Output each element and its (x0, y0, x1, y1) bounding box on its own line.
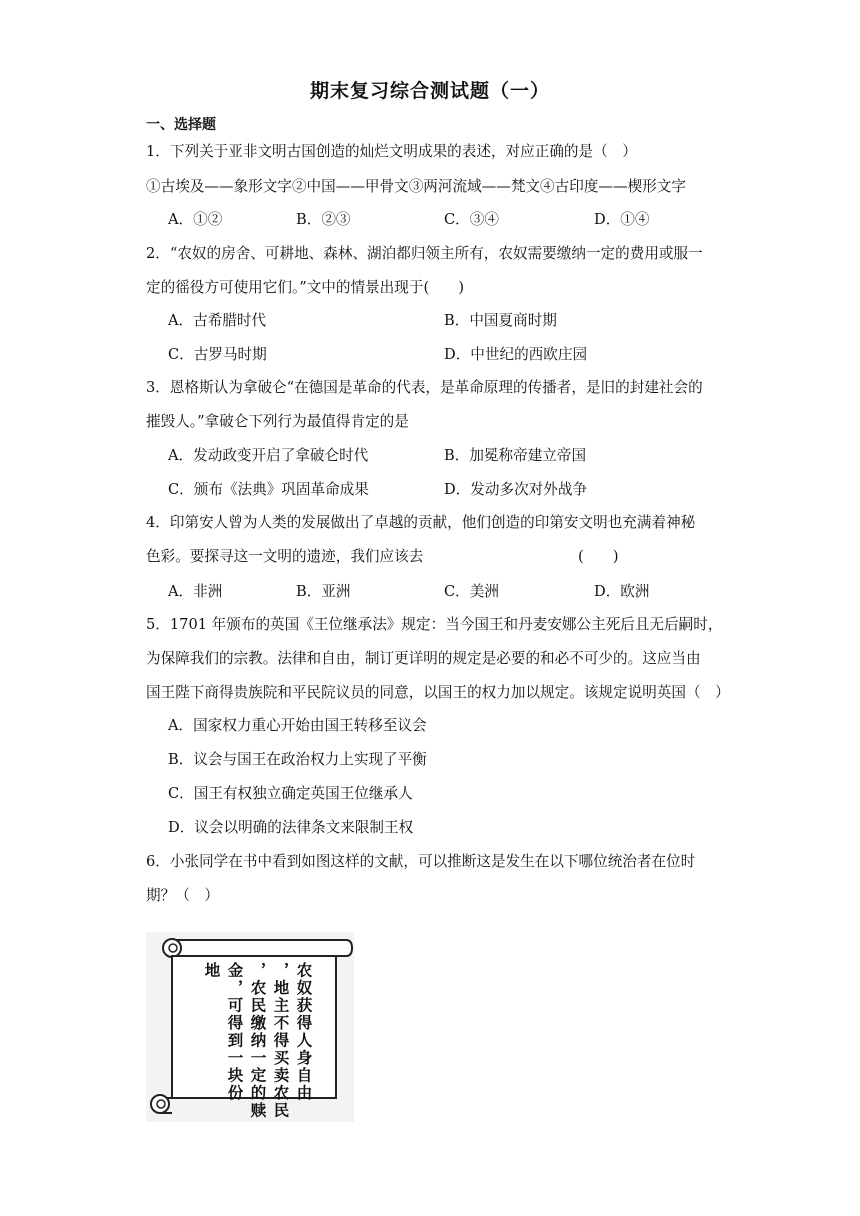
page-title: 期末复习综合测试题（一） (309, 80, 550, 102)
q4-option-d[interactable]: D．欧洲 (594, 583, 650, 600)
scroll-document-figure (146, 932, 354, 1122)
q2-option-a[interactable]: A．古希腊时代 (168, 312, 267, 329)
q3-option-a[interactable]: A．发动政变开启了拿破仑时代 (168, 447, 369, 464)
q1-items: ①古埃及——象形文字②中国——甲骨文③两河流域——梵文④古印度——楔形文字 (146, 178, 686, 195)
scroll-text-column-3: ，农民缴纳一定的赎 (248, 962, 268, 1120)
q5-option-c[interactable]: C．国王有权独立确定英国王位继承人 (168, 785, 413, 802)
q1-stem: 1．下列关于亚非文明古国创造的灿烂文明成果的表述，对应正确的是（ ） (146, 143, 637, 160)
q1-option-a[interactable]: A．①② (168, 211, 223, 228)
q2-stem-line1: 2．“农奴的房舍、可耕地、森林、湖泊都归领主所有，农奴需要缴纳一定的费用或服一 (146, 245, 703, 262)
scroll-text-column-2: ，地主不得买卖农民 (271, 962, 291, 1120)
q1-option-c[interactable]: C．③④ (444, 211, 499, 228)
scroll-text-column-4: 金，可得到一块份 (225, 962, 245, 1102)
q3-option-b[interactable]: B．加冕称帝建立帝国 (444, 447, 587, 464)
section-heading: 一、选择题 (146, 117, 216, 133)
q3-stem-line1: 3．恩格斯认为拿破仑“在德国是革命的代表，是革命原理的传播者，是旧的封建社会的 (146, 379, 703, 396)
q5-stem-line2: 为保障我们的宗教。法律和自由，制订更详明的规定是必要的和必不可少的。这应当由 (146, 650, 701, 667)
q3-option-c[interactable]: C．颁布《法典》巩固革命成果 (168, 481, 369, 498)
q2-option-c[interactable]: C．古罗马时期 (168, 346, 267, 363)
q2-option-d[interactable]: D．中世纪的西欧庄园 (444, 346, 588, 363)
q4-answer-paren: ( ) (578, 548, 619, 565)
q4-option-b[interactable]: B．亚洲 (296, 583, 351, 600)
q5-option-a[interactable]: A．国家权力重心开始由国王转移至议会 (168, 717, 427, 734)
q4-option-a[interactable]: A．非洲 (168, 583, 223, 600)
q6-stem-line2: 期？（ ） (146, 887, 219, 904)
scroll-text-column-1: 农奴获得人身自由 (294, 962, 314, 1102)
q6-stem-line1: 6．小张同学在书中看到如图这样的文献，可以推断这是发生在以下哪位统治者在位时 (146, 853, 696, 870)
q2-stem-line2: 定的徭役方可使用它们。”文中的情景出现于( ) (146, 279, 465, 296)
q4-stem-line1: 4．印第安人曾为人类的发展做出了卓越的贡献，他们创造的印第安文明也充满着神秘 (146, 514, 696, 531)
q5-stem-line1: 5．1701 年颁布的英国《王位继承法》规定：当今国王和丹麦安娜公主死后且无后嗣时， (146, 616, 723, 633)
q1-option-d[interactable]: D．①④ (594, 211, 650, 228)
q5-option-b[interactable]: B．议会与国王在政治权力上实现了平衡 (168, 751, 427, 768)
q3-stem-line2: 摧毁人。”拿破仑下列行为最值得肯定的是 (146, 413, 409, 430)
q4-stem-line2: 色彩。要探寻这一文明的遗迹，我们应该去 (146, 548, 424, 565)
q2-option-b[interactable]: B．中国夏商时期 (444, 312, 557, 329)
q5-stem-line3: 国王陛下商得贵族院和平民院议员的同意，以国王的权力加以规定。该规定说明英国（ ） (146, 684, 730, 701)
q5-option-d[interactable]: D．议会以明确的法律条文来限制王权 (168, 819, 414, 836)
q3-option-d[interactable]: D．发动多次对外战争 (444, 481, 588, 498)
scroll-text-column-5: 地 (202, 962, 222, 980)
q1-option-b[interactable]: B．②③ (296, 211, 351, 228)
q4-option-c[interactable]: C．美洲 (444, 583, 499, 600)
